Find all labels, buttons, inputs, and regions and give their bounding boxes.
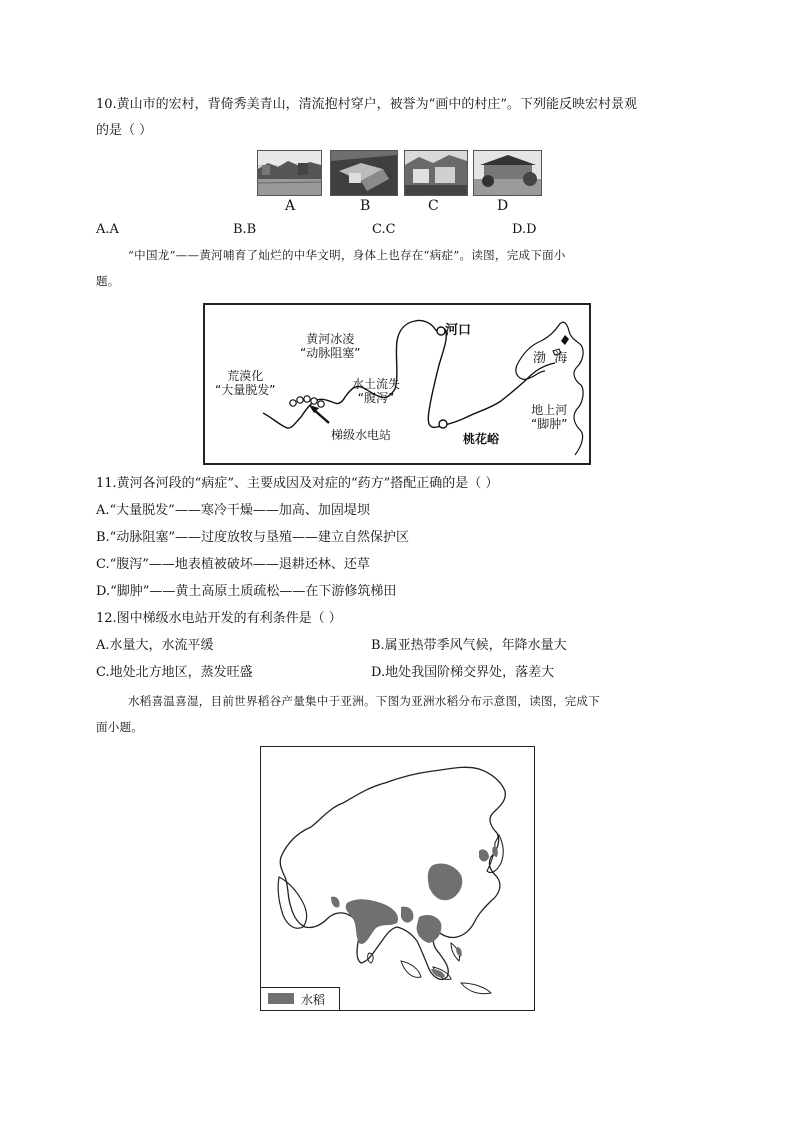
q10-stem-line2: 的是（ ） (96, 123, 153, 138)
map-label-hydropower: 梯级水电站 (331, 428, 392, 442)
q12-option-a[interactable]: A.水量大，水流平缓 (96, 638, 214, 653)
photo-a[interactable] (257, 150, 322, 196)
q11-option-a[interactable]: A.“大量脱发”——寒冷干燥——加高、加固堤坝 (96, 503, 370, 518)
map-label-bohai-2: 海 (554, 351, 568, 366)
asia-outline (261, 747, 534, 1010)
q12-option-c[interactable]: C.地处北方地区，蒸发旺盛 (96, 665, 253, 680)
photo-label-d: D (497, 198, 509, 214)
map-label-bohai-1: 渤 (533, 351, 547, 366)
photo-label-a: A (285, 198, 296, 214)
q11-option-b[interactable]: B.“动脉阻塞”——过度放牧与垦殖——建立自然保护区 (96, 530, 409, 545)
q10-option-a[interactable]: A.A (96, 222, 119, 237)
map-label-desert-line2: “大量脱发” (215, 383, 276, 397)
map-label-elevated-line1: 地上河 (531, 403, 568, 417)
map-label-taohuayu: 桃花峪 (463, 432, 500, 446)
map-label-erosion-line1: 水土流失 (352, 377, 401, 391)
map-label-hekou: 河口 (445, 323, 472, 338)
asia-rice-map (260, 746, 535, 1011)
photo-c[interactable] (404, 150, 468, 196)
q10-option-b[interactable]: B.B (233, 222, 257, 237)
rice-legend (261, 987, 340, 1010)
q11-option-d[interactable]: D.“脚肿”——黄土高原土质疏松——在下游修筑梯田 (96, 584, 397, 599)
intro1-line1: “中国龙”——黄河哺育了灿烂的中华文明，身体上也存在“病症”。读图，完成下面小 (128, 248, 566, 262)
intro1-line2: 题。 (96, 274, 120, 288)
q12-option-b[interactable]: B.属亚热带季风气候，年降水量大 (371, 638, 567, 653)
map-label-ice-line1: 黄河冰凌 (306, 332, 355, 346)
q12-stem: 12.图中梯级水电站开发的有利条件是（ ） (96, 611, 342, 626)
yellow-river-map (203, 303, 591, 465)
rice-legend-label: 水稻 (301, 993, 326, 1007)
q10-option-d[interactable]: D.D (512, 222, 537, 237)
map-label-erosion-line2: “腹泻” (357, 391, 395, 405)
map-label-desert-line1: 荒漠化 (227, 369, 264, 383)
q11-option-c[interactable]: C.“腹泻”——地表植被破坏——退耕还林、还草 (96, 557, 370, 572)
q11-stem: 11.黄河各河段的“病症”、主要成因及对症的“药方”搭配正确的是（ ） (96, 476, 499, 491)
photo-label-c: C (428, 198, 439, 214)
q12-option-d[interactable]: D.地处我国阶梯交界处，落差大 (371, 665, 555, 680)
intro2-line1: 水稻喜温喜湿，目前世界稻谷产量集中于亚洲。下图为亚洲水稻分布示意图，读图，完成下 (128, 694, 600, 708)
rice-legend-swatch (268, 993, 294, 1004)
photo-b[interactable] (330, 150, 398, 196)
map-label-soil-erosion (352, 377, 400, 405)
map-label-bohai (533, 352, 567, 366)
map-label-desertification (215, 369, 275, 397)
photo-d[interactable] (473, 150, 542, 196)
map-label-elevated-line2: “脚肿” (531, 417, 568, 431)
photo-label-b: B (360, 198, 371, 214)
q10-stem-line1: 10.黄山市的宏村，背倚秀美青山，清流抱村穿户，被誉为“画中的村庄”。下列能反映宏村景观 (96, 97, 637, 112)
q10-option-c[interactable]: C.C (372, 222, 396, 237)
map-label-ice-jam (300, 332, 360, 360)
intro2-line2: 面小题。 (96, 720, 144, 734)
map-label-elevated-river (531, 403, 567, 431)
map-label-ice-line2: “动脉阻塞” (300, 346, 361, 360)
